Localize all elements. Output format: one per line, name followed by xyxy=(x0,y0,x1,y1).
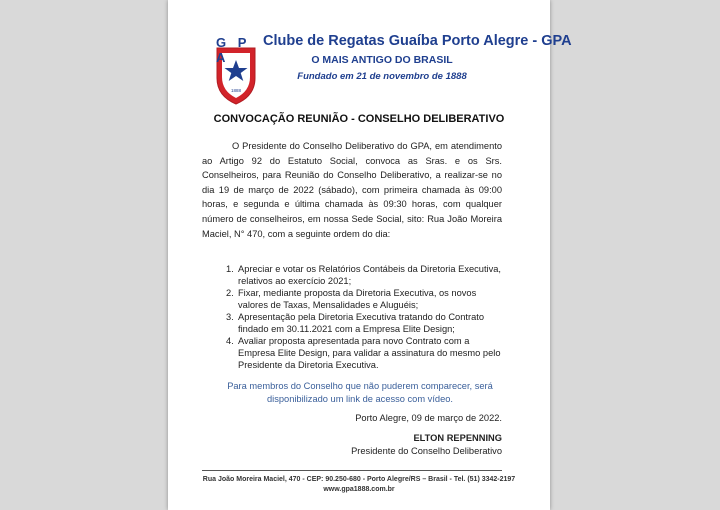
agenda-item xyxy=(218,335,508,371)
agenda-item-text: Avaliar proposta apresentada para novo Contrato com a Empresa Elite Design, para validar a assinatura do mesmo pelo Presidente da Diretoria Executiva. xyxy=(238,336,501,370)
remote-access-notice: Para membros do Conselho que não puderem comparecer, será disponibilizado um link de acesso com vídeo. xyxy=(227,381,493,404)
footer-address: Rua João Moreira Maciel, 470 - CEP: 90.250-680 - Porto Alegre/RS – Brasil - Tel. (51) 3342-2197 xyxy=(202,476,516,483)
agenda-list xyxy=(218,263,508,371)
signer-name: ELTON REPENNING xyxy=(413,433,502,443)
club-name: Clube de Regatas Guaíba Porto Alegre - GPA xyxy=(263,33,572,49)
place-date: Porto Alegre, 09 de março de 2022. xyxy=(355,413,502,423)
document-title: CONVOCAÇÃO REUNIÃO - CONSELHO DELIBERATIVO xyxy=(213,113,505,125)
club-founded-date: Fundado em 21 de novembro de 1888 xyxy=(297,71,467,82)
agenda-item-number: 2. xyxy=(226,288,234,298)
footer-divider xyxy=(202,470,502,471)
agenda-item-number: 4. xyxy=(226,336,234,346)
footer-website: www.gpa1888.com.br xyxy=(323,486,395,493)
intro-paragraph: O Presidente do Conselho Deliberativo do GPA, em atendimento ao Artigo 92 do Estatuto Social, convoca as Sras. e os Srs. Conselheiros, para Reunião do Conselho Deliberativo, a realizar-se no dia 19 de março de 2022 (sábado), com primeira chamada às 09:00 horas, e segunda e última chamada às 09:30 horas, com qualquer número de conselheiros, em nossa Sede Social, sito: Rua João Moreira Maciel, N° 470, com a seguinte ordem do dia: xyxy=(202,141,502,239)
logo-letters: G P A xyxy=(216,35,251,65)
agenda-item-text: Apresentação pela Diretoria Executiva tratando do Contrato findado em 30.11.2021 com a Empresa Elite Design; xyxy=(238,312,484,334)
agenda-item-number: 3. xyxy=(226,312,234,322)
agenda-item-text: Apreciar e votar os Relatórios Contábeis da Diretoria Executiva, relativos ao exercício 2021; xyxy=(238,264,502,286)
agenda-item-number: 1. xyxy=(226,264,234,274)
club-subtitle: O MAIS ANTIGO DO BRASIL xyxy=(311,54,453,66)
signer-role: Presidente do Conselho Deliberativo xyxy=(351,446,502,456)
agenda-item xyxy=(218,263,508,287)
agenda-item xyxy=(218,287,508,311)
logo-year: 1888 xyxy=(230,88,242,93)
agenda-item-text: Fixar, mediante proposta da Diretoria Executiva, os novos valores de Taxas, Mensalidades e Aluguéis; xyxy=(238,288,477,310)
agenda-item xyxy=(218,311,508,335)
